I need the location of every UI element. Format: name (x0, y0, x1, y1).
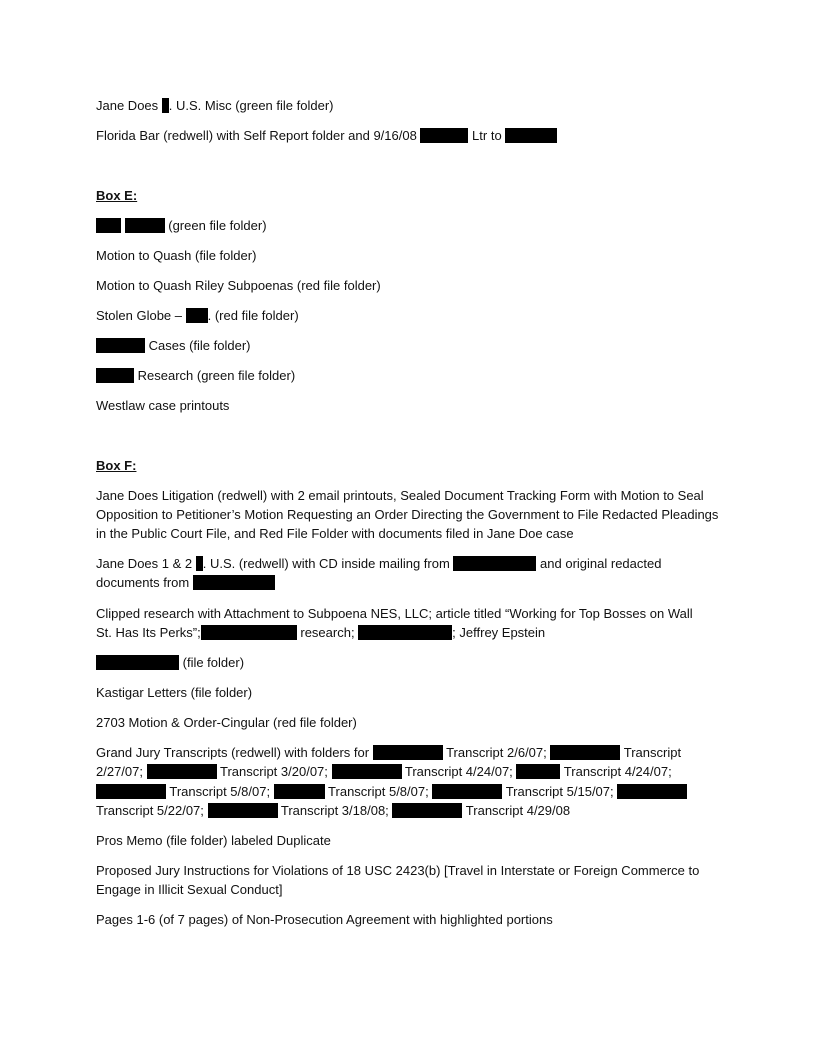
entry-text: Transcript 4/24/07; (560, 764, 672, 779)
entry-text: Jane Does 1 & 2 (96, 556, 196, 571)
entry-text: Transcript 5/8/07; (324, 784, 433, 799)
redaction-block (516, 764, 560, 779)
redaction-block (96, 218, 121, 233)
entry-jane-does-cd (96, 554, 661, 573)
entry-research (96, 366, 295, 385)
entry-text: (green file folder) (168, 218, 267, 233)
entry-grand-jury-4 (96, 801, 570, 820)
entry-text: 2/27/07; (96, 764, 147, 779)
entry-clipped-research: Clipped research with Attachment to Subpoena NES, LLC; article titled “Working for Top Bosses on Wall (96, 606, 693, 621)
entry-text: Research (green file folder) (137, 368, 296, 383)
entry-text: . U.S. Misc (green file folder) (168, 98, 334, 113)
entry-westlaw: Westlaw case printouts (96, 398, 230, 413)
redaction-block (274, 784, 325, 799)
entry-text: Transcript 5/8/07; (166, 784, 274, 799)
entry-text: Transcript 4/24/07; (401, 764, 517, 779)
entry-text: documents from (96, 575, 193, 590)
entry-cingular: 2703 Motion & Order-Cingular (red file folder) (96, 715, 357, 730)
redaction-block (162, 98, 169, 113)
box-e-heading: Box E: (96, 188, 138, 203)
entry-clipped-research-cont (96, 623, 545, 642)
entry-text: Transcript 4/29/08 (462, 803, 571, 818)
entry-text: (file folder) (182, 655, 245, 670)
entry-text: Transcript 3/20/07; (216, 764, 332, 779)
entry-text: Transcript (620, 745, 682, 760)
redaction-block (332, 764, 402, 779)
entry-file-folder (96, 653, 244, 672)
redaction-block (201, 625, 297, 640)
entry-text: research; (296, 625, 359, 640)
entry-motion-quash-riley: Motion to Quash Riley Subpoenas (red file folder) (96, 278, 381, 293)
redaction-block (186, 308, 208, 323)
redaction-block (432, 784, 502, 799)
redaction-block (193, 575, 275, 590)
redaction-block (147, 764, 217, 779)
entry-text: Transcript 5/22/07; (96, 803, 208, 818)
redaction-block (453, 556, 536, 571)
redaction-block (358, 625, 452, 640)
entry-cases (96, 336, 251, 355)
entry-green-folder (96, 216, 267, 235)
entry-grand-jury-3 (96, 782, 687, 801)
entry-stolen-globe (96, 306, 299, 325)
entry-text: St. Has Its Perks”; (96, 625, 201, 640)
entry-text: Cases (file folder) (148, 338, 251, 353)
entry-grand-jury (96, 743, 681, 762)
entry-text: ; Jeffrey Epstein (452, 625, 546, 640)
entry-motion-quash: Motion to Quash (file folder) (96, 248, 257, 263)
redaction-block (208, 803, 278, 818)
redaction-block (96, 338, 145, 353)
redaction-block (196, 556, 203, 571)
entry-text: Transcript 2/6/07; (442, 745, 551, 760)
entry-text: . U.S. (redwell) with CD inside mailing from (202, 556, 454, 571)
redaction-block (96, 368, 134, 383)
entry-jury-instructions: Proposed Jury Instructions for Violations of 18 USC 2423(b) [Travel in Interstate or Foreign Commerce to Engage in Illicit Sexual Conduct] (96, 863, 700, 897)
entry-florida-bar (96, 126, 557, 145)
redaction-block (392, 803, 462, 818)
entry-jane-does-misc (96, 96, 333, 115)
entry-non-prosecution: Pages 1-6 (of 7 pages) of Non-Prosecution Agreement with highlighted portions (96, 912, 553, 927)
entry-pros-memo: Pros Memo (file folder) labeled Duplicate (96, 833, 331, 848)
box-f-heading: Box F: (96, 458, 137, 473)
entry-kastigar: Kastigar Letters (file folder) (96, 685, 253, 700)
entry-text: Ltr to (468, 128, 506, 143)
redaction-block (96, 655, 179, 670)
entry-jane-does-cd-cont (96, 573, 275, 592)
entry-text: . (red file folder) (207, 308, 299, 323)
entry-grand-jury-2 (96, 762, 672, 781)
entry-jane-does-litigation: Jane Does Litigation (redwell) with 2 email printouts, Sealed Document Tracking Form with Motion to Seal Opposition to Petitioner’s Motion Requesting an Order Directing the Government to File Redacted Pleadings in the Public Court File, and Red File Folder with documents filed in Jane Doe case (96, 488, 719, 541)
entry-text: Florida Bar (redwell) with Self Report folder and 9/16/08 (96, 128, 421, 143)
redaction-block (550, 745, 620, 760)
entry-text: Transcript 3/18/08; (277, 803, 393, 818)
redaction-block (617, 784, 687, 799)
entry-text: and original redacted (536, 556, 662, 571)
entry-text: Grand Jury Transcripts (redwell) with folders for (96, 745, 373, 760)
entry-text: Stolen Globe – (96, 308, 186, 323)
redaction-block (373, 745, 443, 760)
redaction-block (505, 128, 557, 143)
entry-text: Jane Does (96, 98, 162, 113)
entry-text: Transcript 5/15/07; (502, 784, 618, 799)
redaction-block (420, 128, 468, 143)
redaction-block (96, 784, 166, 799)
redaction-block (125, 218, 165, 233)
